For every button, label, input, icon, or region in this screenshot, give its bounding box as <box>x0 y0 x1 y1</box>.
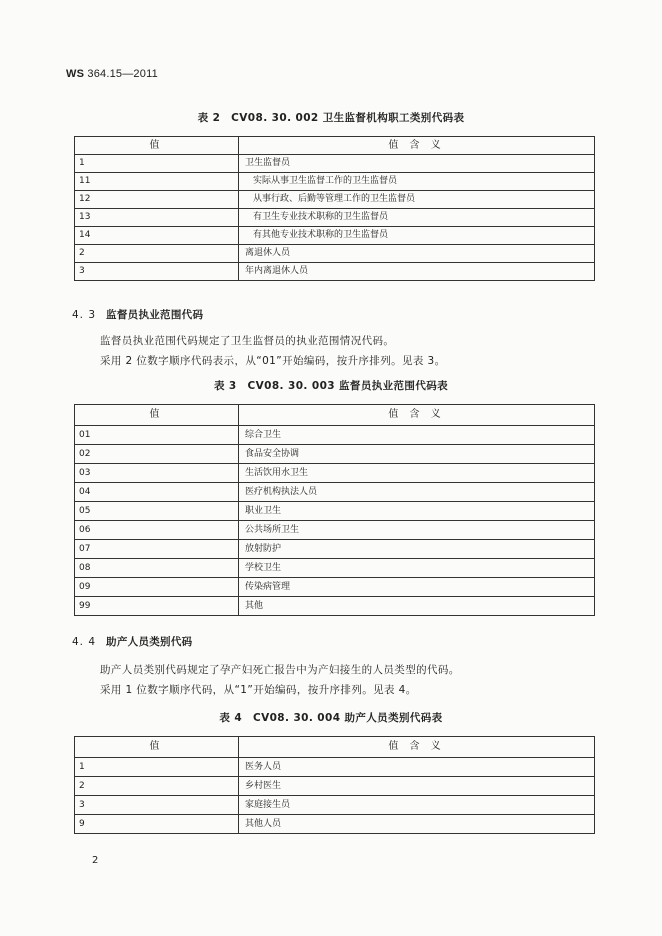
section-4-3-para-2: 采用 2 位数字顺序代码表示，从“01”开始编码，按升序排列。见表 3。 <box>100 355 446 367</box>
table-row <box>75 502 595 521</box>
table-row <box>75 426 595 445</box>
section-number: 4. 3 <box>72 309 97 321</box>
page-number: 2 <box>92 855 99 866</box>
section-4-4-para-1: 助产人员类别代码规定了孕产妇死亡报告中为产妇接生的人员类型的代码。 <box>100 664 460 676</box>
table-row <box>75 173 595 191</box>
header-meaning: 值 含 义 <box>239 137 595 155</box>
meaning-cell: 有其他专业技术职称的卫生监督员 <box>239 227 595 245</box>
meaning-cell: 离退休人员 <box>239 245 595 263</box>
meaning-cell: 实际从事卫生监督工作的卫生监督员 <box>239 173 595 191</box>
meaning-cell: 食品安全协调 <box>239 445 595 464</box>
table-row <box>75 540 595 559</box>
code-cell: 1 <box>75 758 239 777</box>
standard-prefix: WS <box>66 68 85 80</box>
table-row <box>75 483 595 502</box>
code-cell: 1 <box>75 155 239 173</box>
code-cell: 14 <box>75 227 239 245</box>
table-3-caption: 表 3 CV08. 30. 003 监督员执业范围代码表 <box>213 380 449 392</box>
table-row <box>75 245 595 263</box>
table-row <box>75 191 595 209</box>
meaning-cell: 学校卫生 <box>239 559 595 578</box>
meaning-cell: 从事行政、后勤等管理工作的卫生监督员 <box>239 191 595 209</box>
table-4-caption: 表 4 CV08. 30. 004 助产人员类别代码表 <box>219 712 443 724</box>
table-3 <box>74 404 595 616</box>
table-row <box>75 209 595 227</box>
code-cell: 07 <box>75 540 239 559</box>
code-cell: 12 <box>75 191 239 209</box>
header-value: 值 <box>75 137 239 155</box>
meaning-cell: 放射防护 <box>239 540 595 559</box>
code-cell: 3 <box>75 263 239 281</box>
code-cell: 13 <box>75 209 239 227</box>
header-meaning: 值 含 义 <box>239 737 595 758</box>
section-4-3-para-1: 监督员执业范围代码规定了卫生监督员的执业范围情况代码。 <box>100 335 395 347</box>
table-row <box>75 777 595 796</box>
section-4-4-para-2: 采用 1 位数字顺序代码，从“1”开始编码，按升序排列。见表 4。 <box>100 684 417 696</box>
table-2-caption: 表 2 CV08. 30. 002 卫生监督机构职工类别代码表 <box>197 112 465 124</box>
meaning-cell: 家庭接生员 <box>239 796 595 815</box>
table-4 <box>74 736 595 834</box>
code-cell: 01 <box>75 426 239 445</box>
meaning-cell: 有卫生专业技术职称的卫生监督员 <box>239 209 595 227</box>
header-value: 值 <box>75 737 239 758</box>
section-number: 4. 4 <box>72 636 97 648</box>
table-row <box>75 227 595 245</box>
table-row <box>75 796 595 815</box>
meaning-cell: 生活饮用水卫生 <box>239 464 595 483</box>
section-title: 助产人员类别代码 <box>106 636 193 648</box>
table-header-row <box>75 737 595 758</box>
meaning-cell: 年内离退休人员 <box>239 263 595 281</box>
meaning-cell: 其他人员 <box>239 815 595 834</box>
table-row <box>75 521 595 540</box>
code-cell: 06 <box>75 521 239 540</box>
header-meaning: 值 含 义 <box>239 405 595 426</box>
table-row <box>75 263 595 281</box>
section-4-4-heading <box>72 634 192 649</box>
meaning-cell: 公共场所卫生 <box>239 521 595 540</box>
meaning-cell: 综合卫生 <box>239 426 595 445</box>
meaning-cell: 卫生监督员 <box>239 155 595 173</box>
header-value: 值 <box>75 405 239 426</box>
code-cell: 2 <box>75 777 239 796</box>
table-row <box>75 445 595 464</box>
code-cell: 02 <box>75 445 239 464</box>
section-title: 监督员执业范围代码 <box>106 309 204 321</box>
table-row <box>75 758 595 777</box>
table-row <box>75 578 595 597</box>
meaning-cell: 乡村医生 <box>239 777 595 796</box>
code-cell: 3 <box>75 796 239 815</box>
standard-code: 364.15—2011 <box>87 68 158 80</box>
table-header-row <box>75 405 595 426</box>
meaning-cell: 其他 <box>239 597 595 616</box>
meaning-cell: 传染病管理 <box>239 578 595 597</box>
table-row <box>75 597 595 616</box>
code-cell: 04 <box>75 483 239 502</box>
page-header <box>66 68 158 80</box>
meaning-cell: 医务人员 <box>239 758 595 777</box>
table-row <box>75 155 595 173</box>
table-row <box>75 815 595 834</box>
code-cell: 08 <box>75 559 239 578</box>
section-4-3-heading <box>72 307 203 322</box>
table-row <box>75 464 595 483</box>
meaning-cell: 医疗机构执法人员 <box>239 483 595 502</box>
meaning-cell: 职业卫生 <box>239 502 595 521</box>
code-cell: 09 <box>75 578 239 597</box>
code-cell: 2 <box>75 245 239 263</box>
table-row <box>75 559 595 578</box>
table-2 <box>74 136 595 281</box>
table-header-row <box>75 137 595 155</box>
code-cell: 03 <box>75 464 239 483</box>
code-cell: 99 <box>75 597 239 616</box>
code-cell: 9 <box>75 815 239 834</box>
code-cell: 11 <box>75 173 239 191</box>
code-cell: 05 <box>75 502 239 521</box>
